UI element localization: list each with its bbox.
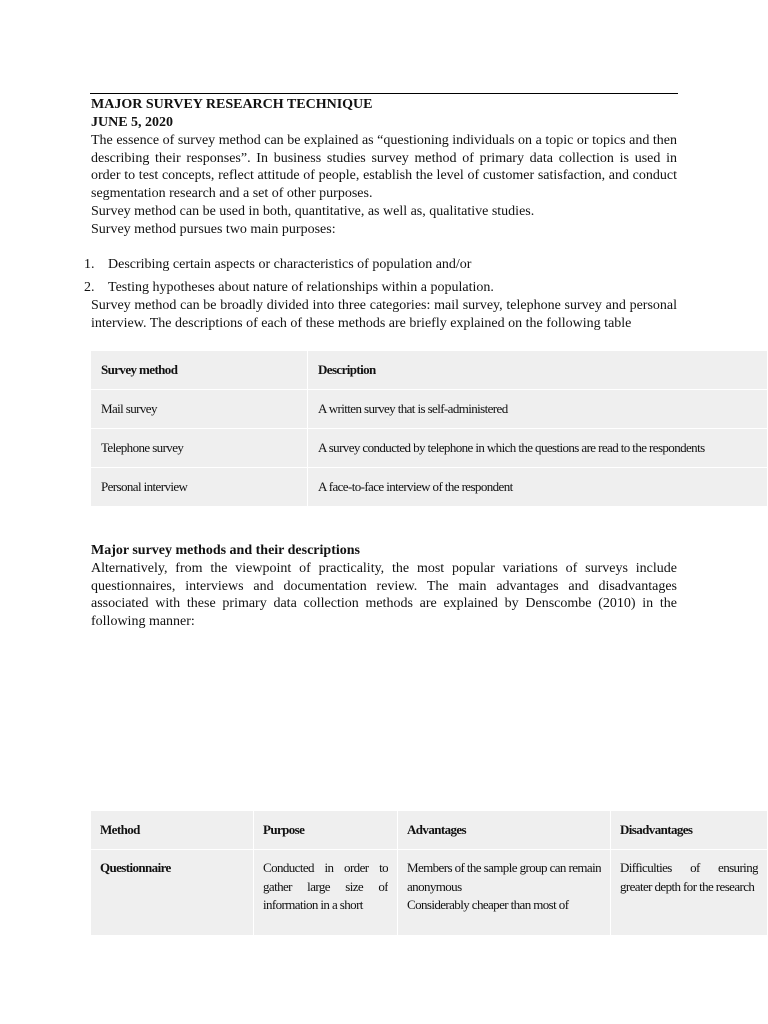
list-text: Testing hypotheses about nature of relationships within a population. bbox=[108, 280, 494, 295]
table-cell bbox=[91, 850, 254, 936]
table-cell: Telephone survey bbox=[91, 429, 308, 468]
categories-paragraph: Survey method can be broadly divided into three categories: mail survey, telephone survey and personal interview. The descriptions of each of these methods are briefly explained on the following table bbox=[91, 298, 677, 331]
table-header-row bbox=[91, 811, 768, 850]
purpose-item-2 bbox=[84, 279, 494, 297]
list-number: 1. bbox=[84, 257, 95, 272]
purpose-item-1 bbox=[84, 256, 471, 274]
document-title: MAJOR SURVEY RESEARCH TECHNIQUE bbox=[91, 97, 373, 112]
document-date: JUNE 5, 2020 bbox=[91, 115, 174, 130]
table-row bbox=[91, 390, 768, 429]
method-disadvantages: Difficulties of ensuring greater depth for the research bbox=[620, 860, 758, 894]
table-header-cell: Survey method bbox=[91, 351, 308, 390]
method-name: Questionnaire bbox=[100, 860, 171, 875]
table-row bbox=[91, 429, 768, 468]
purposes-intro: Survey method pursues two main purposes: bbox=[91, 222, 336, 237]
table-header-cell: Advantages bbox=[398, 811, 611, 850]
list-text: Describing certain aspects or characteristics of population and/or bbox=[108, 257, 472, 272]
methods-comparison-table bbox=[90, 810, 768, 936]
intro-paragraph: The essence of survey method can be explained as “questioning individuals on a topic or topics and then describing their responses”. In business studies survey method of primary data collection is used in order to test concepts, reflect attitude of people, establish the level of customer satisfaction, and conduct segmentation research and a set of other purposes. bbox=[91, 133, 677, 201]
alternatives-paragraph: Alternatively, from the viewpoint of practicality, the most popular variations of surveys include questionnaires, interviews and documentation review. The main advantages and disadvantages associated with these primary data collection methods are explained by Denscombe (2010) in the following manner: bbox=[91, 561, 677, 629]
quantitative-line: Survey method can be used in both, quantitative, as well as, qualitative studies. bbox=[91, 204, 535, 219]
advantage-item: Considerably cheaper than most of bbox=[407, 897, 569, 912]
method-purpose: Conducted in order to gather large size of information in a short bbox=[263, 860, 388, 912]
table-header-cell: Method bbox=[91, 811, 254, 850]
method-advantages bbox=[407, 859, 601, 916]
table-cell bbox=[254, 850, 398, 936]
table-cell: Mail survey bbox=[91, 390, 308, 429]
table-header-cell: Description bbox=[308, 351, 768, 390]
table-cell: A written survey that is self-administered bbox=[308, 390, 768, 429]
advantage-item: Members of the sample group can remain anonymous bbox=[407, 860, 601, 894]
survey-methods-table bbox=[90, 350, 768, 507]
table-cell: A survey conducted by telephone in which the questions are read to the respondents bbox=[308, 429, 768, 468]
table-header-cell: Purpose bbox=[254, 811, 398, 850]
table-header-cell: Disadvantages bbox=[611, 811, 768, 850]
header-rule bbox=[90, 93, 678, 94]
table-row bbox=[91, 468, 768, 507]
table-cell bbox=[398, 850, 611, 936]
table-row bbox=[91, 850, 768, 936]
table-cell: Personal interview bbox=[91, 468, 308, 507]
list-number: 2. bbox=[84, 280, 95, 295]
table-cell bbox=[611, 850, 768, 936]
table-caption: Major survey methods and their descriptions bbox=[91, 543, 360, 558]
table-cell: A face-to-face interview of the respondent bbox=[308, 468, 768, 507]
table-header-row bbox=[91, 351, 768, 390]
